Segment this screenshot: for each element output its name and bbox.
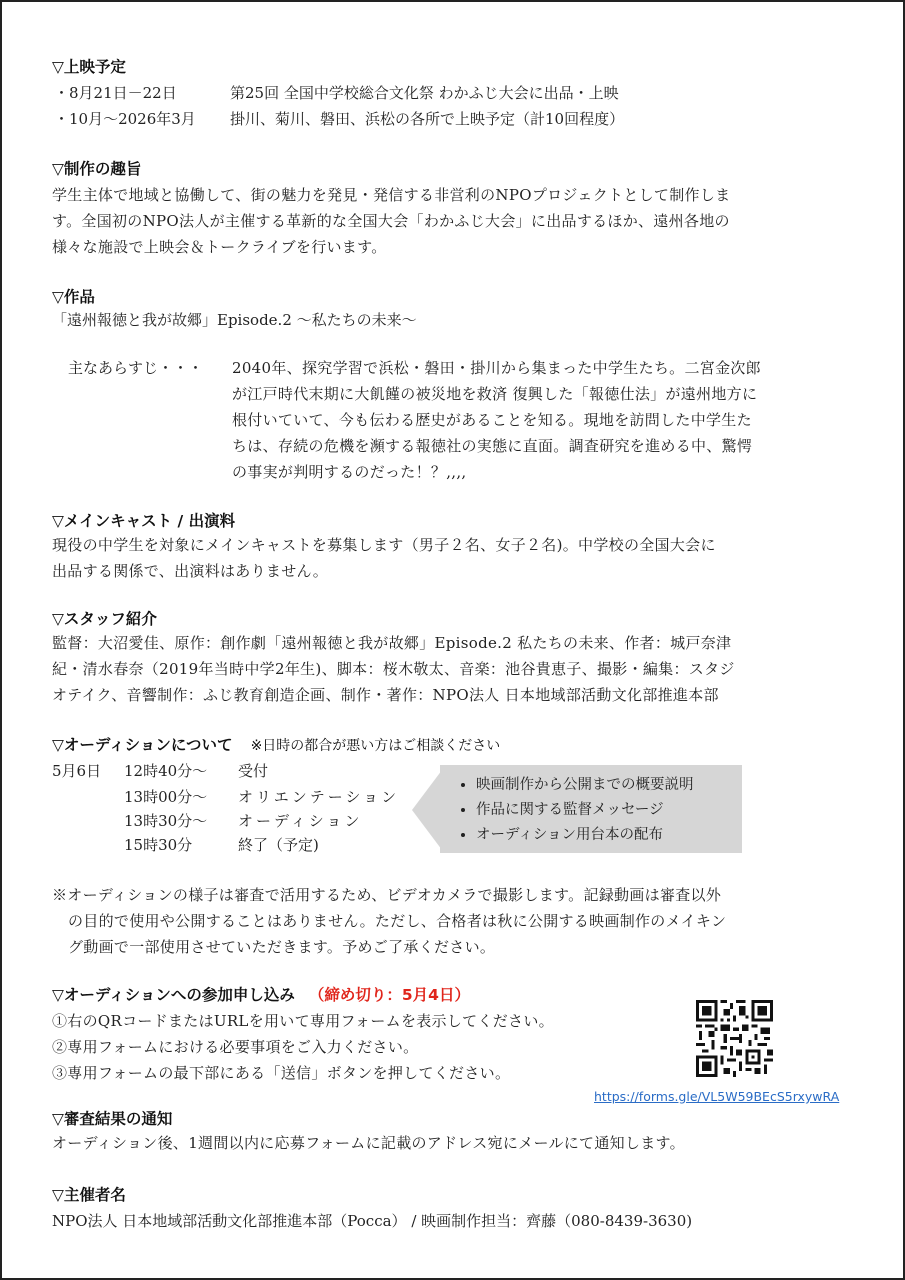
synopsis-line: が江戸時代末期に大飢饉の被災地を救済 復興した「報徳仕法」が遠州地方に — [232, 385, 758, 403]
apply-step: ②専用フォームにおける必要事項をご入力ください。 — [52, 1038, 419, 1056]
screening-date-2: ・10月～2026年3月 — [54, 110, 196, 128]
form-url-link[interactable]: https://forms.gle/VL5W59BEcS5rxywRA — [594, 1089, 840, 1104]
audition-heading-text: ▽オーディションについて — [52, 736, 233, 754]
audition-date: 5月6日 — [52, 762, 102, 780]
schedule-item: オリエンテーション — [238, 788, 400, 806]
screening-desc-1: 第25回 全国中学校総合文化祭 わかふじ大会に出品・上映 — [230, 84, 619, 102]
synopsis-line: の事実が判明するのだった！？,,,, — [232, 463, 467, 481]
audition-heading — [52, 732, 500, 759]
organizer-text: NPO法人 日本地域部活動文化部推進本部（Pocca） / 映画制作担当：齊藤（080-8439-3630) — [52, 1212, 693, 1230]
callout-item: • 作品に関する監督メッセージ — [476, 798, 742, 823]
audition-note: ※日時の都合が悪い方はご相談ください — [250, 738, 501, 754]
synopsis-label: 主なあらすじ・・・ — [68, 359, 204, 377]
staff-text — [52, 630, 862, 708]
synopsis-line: 根付いていて、今も伝わる歴史があることを知る。現地を訪問した中学生た — [232, 411, 752, 429]
work-heading: ▽作品 — [52, 288, 95, 306]
schedule-item: 終了（予定) — [238, 836, 319, 854]
organizer-heading: ▽主催者名 — [52, 1186, 126, 1204]
purpose-line: 学生主体で地域と協働して、街の魅力を発見・発信する非営利のNPOプロジェクトとして制作しま — [52, 186, 731, 204]
result-text: オーディション後、1週間以内に応募フォームに記載のアドレス宛にメールにて通知します。 — [52, 1134, 685, 1152]
screening-desc-2: 掛川、菊川、磐田、浜松の各所で上映予定（計10回程度） — [230, 110, 625, 128]
staff-line: 監督：大沼愛佳、原作：創作劇「遠州報徳と我が故郷」Episode.2 私たちの未来、作者：城戸奈津 — [52, 634, 732, 652]
apply-step: ③専用フォームの最下部にある「送信」ボタンを押してください。 — [52, 1064, 511, 1082]
schedule-item: 受付 — [238, 762, 269, 780]
screening-date-1: ・8月21日－22日 — [54, 84, 177, 102]
synopsis-line: ちは、存続の危機を瀕する報徳社の実態に直面。調査研究を進める中、驚愕 — [232, 437, 753, 455]
cast-line: 現役の中学生を対象にメインキャストを募集します（男子２名、女子２名)。中学校の全国大会に — [52, 536, 716, 554]
schedule-time: 13時30分～ — [124, 812, 208, 830]
work-title: 「遠州報徳と我が故郷」Episode.2 ～私たちの未来～ — [52, 311, 417, 329]
synopsis-line: 2040年、探究学習で浜松・磐田・掛川から集まった中学生たち。二宮金次郎 — [232, 359, 761, 377]
cast-line: 出品する関係で、出演料はありません。 — [52, 562, 329, 580]
schedule-time: 12時40分～ — [124, 762, 208, 780]
callout-item: • オーディション用台本の配布 — [476, 823, 742, 848]
audition-remark — [52, 882, 862, 960]
remark-line: ※オーディションの様子は審査で活用するため、ビデオカメラで撮影します。記録動画は審査以外 — [52, 886, 722, 904]
orientation-callout — [440, 765, 742, 853]
callout-item: • 映画制作から公開までの概要説明 — [476, 773, 742, 798]
cast-heading: ▽メインキャスト / 出演料 — [52, 512, 236, 530]
screening-heading: ▽上映予定 — [52, 58, 126, 76]
apply-heading — [52, 982, 470, 1008]
purpose-line: す。全国初のNPO法人が主催する革新的な全国大会「わかふじ大会」に出品するほか、遠州各地の — [52, 212, 730, 230]
qr-code[interactable] — [696, 1000, 773, 1077]
staff-heading: ▽スタッフ紹介 — [52, 610, 157, 628]
purpose-text — [52, 182, 862, 260]
schedule-time: 13時00分～ — [124, 788, 208, 806]
remark-line: の目的で使用や公開することはありません。ただし、合格者は秋に公開する映画制作のメイキン — [68, 912, 727, 930]
schedule-item: オーディション — [238, 812, 363, 830]
apply-deadline: （締め切り：5月4日） — [308, 986, 470, 1004]
callout-pointer — [412, 770, 442, 850]
staff-line: オテイク、音響制作：ふじ教育創造企画、制作・著作：NPO法人 日本地域部活動文化部推進本部 — [52, 686, 719, 704]
staff-line: 紀・清水春奈（2019年当時中学2年生)、脚本：桜木敬太、音楽：池谷貴恵子、撮影・編集：スタジ — [52, 660, 735, 678]
cast-text — [52, 532, 862, 584]
synopsis-text — [232, 355, 862, 485]
purpose-heading: ▽制作の趣旨 — [52, 160, 142, 178]
schedule-time: 15時30分 — [124, 836, 193, 854]
result-heading: ▽審査結果の通知 — [52, 1110, 173, 1128]
apply-heading-text: ▽オーディションへの参加申し込み — [52, 986, 295, 1004]
remark-line: グ動画で一部使用させていただきます。予めご了承ください。 — [68, 938, 496, 956]
apply-step: ①右のQRコードまたはURLを用いて専用フォームを表示してください。 — [52, 1012, 554, 1030]
purpose-line: 様々な施設で上映会＆トークライブを行います。 — [52, 238, 387, 256]
